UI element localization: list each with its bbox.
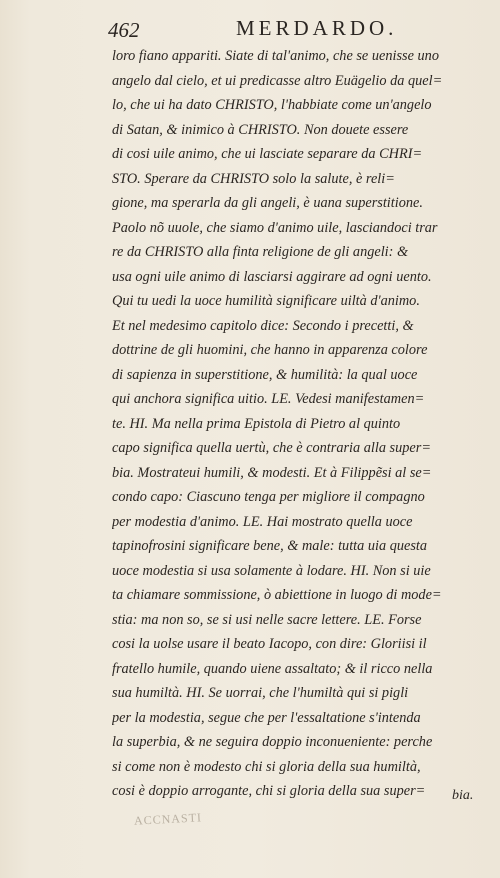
text-line: stia: ma non so, se si usi nelle sacre lettere. LE. Forse (112, 611, 422, 628)
text-line: cosi è doppio arrogante, chi si gloria della sua super= (112, 783, 426, 799)
faded-footer-mark: ACCNASTI (133, 810, 203, 828)
text-line: te. HI. Ma nella prima Epistola di Pietro al quinto (112, 415, 401, 432)
catchword: bia. (452, 788, 474, 803)
text-line: lo, che ui ha dato CHRISTO, l'habbiate come un'angelo (112, 97, 432, 113)
text-line: tapinofrosini significare bene, & male: tutta uia questa (112, 538, 428, 554)
text-line: STO. Sperare da CHRISTO solo la salute, è reli= (112, 170, 395, 187)
text-line: qui anchora significa uitio. LE. Vedesi manifestamen= (112, 391, 425, 407)
text-line: la superbia, & ne seguira doppio inconueniente: perche (112, 734, 433, 750)
page-number: 462 (108, 18, 140, 42)
text-line: per modestia d'animo. LE. Hai mostrato quella uoce (112, 513, 413, 530)
text-line: usa ogni uile animo di lasciarsi aggirare ad ogni uento. (112, 268, 432, 285)
text-line: di Satan, & inimico à CHRISTO. Non douete essere (112, 121, 409, 138)
page-header (0, 14, 500, 44)
body-text (112, 44, 490, 804)
text-line: sua humiltà. HI. Se uorrai, che l'humiltà qui si pigli (112, 685, 409, 701)
text-line: fratello humile, quando uiene assaltato; & il ricco nella (112, 660, 433, 677)
text-line: capo significa quella uertù, che è contraria alla super= (112, 440, 431, 456)
text-line: uoce modestia si usa solamente à lodare. HI. Non si uie (112, 562, 431, 579)
running-head: MERDARDO. (236, 16, 398, 40)
text-line: ta chiamare sommissione, ò abiettione in luogo di mode= (112, 587, 442, 603)
text-line: angelo dal cielo, et ui predicasse altro Euägelio da quel= (112, 72, 443, 89)
text-line: condo capo: Ciascuno tenga per migliore il compagno (112, 489, 425, 505)
text-line: dottrine de gli huomini, che hanno in apparenza colore (112, 342, 428, 358)
text-line: loro fiano appariti. Siate di tal'animo, che se uenisse uno (112, 48, 439, 64)
text-line: si come non è modesto chi si gloria della sua humiltà, (112, 758, 421, 775)
text-line: Et nel medesimo capitolo dice: Secondo i precetti, & (112, 317, 414, 334)
text-line: Qui tu uedi la uoce humilità significare uiltà d'animo. (112, 293, 420, 309)
text-line: Paolo nõ uuole, che siamo d'animo uile, lasciandoci trar (112, 219, 438, 236)
text-line: re da CHRISTO alla finta religione de gli angeli: & (112, 244, 409, 260)
text-line: cosi la uolse usare il beato Iacopo, con dire: Gloriisi il (112, 636, 427, 652)
text-line: di cosi uile animo, che ui lasciate separare da CHRI= (112, 146, 423, 162)
text-line: gione, ma sperarla da gli angeli, è uana superstitione. (112, 195, 423, 211)
text-line: di sapienza in superstitione, & humilità: la qual uoce (112, 366, 418, 383)
text-line: per la modestia, segue che per l'essaltatione s'intenda (112, 709, 421, 726)
text-line: bia. Mostrateui humili, & modesti. Et à Filippẽsi al se= (112, 464, 432, 481)
